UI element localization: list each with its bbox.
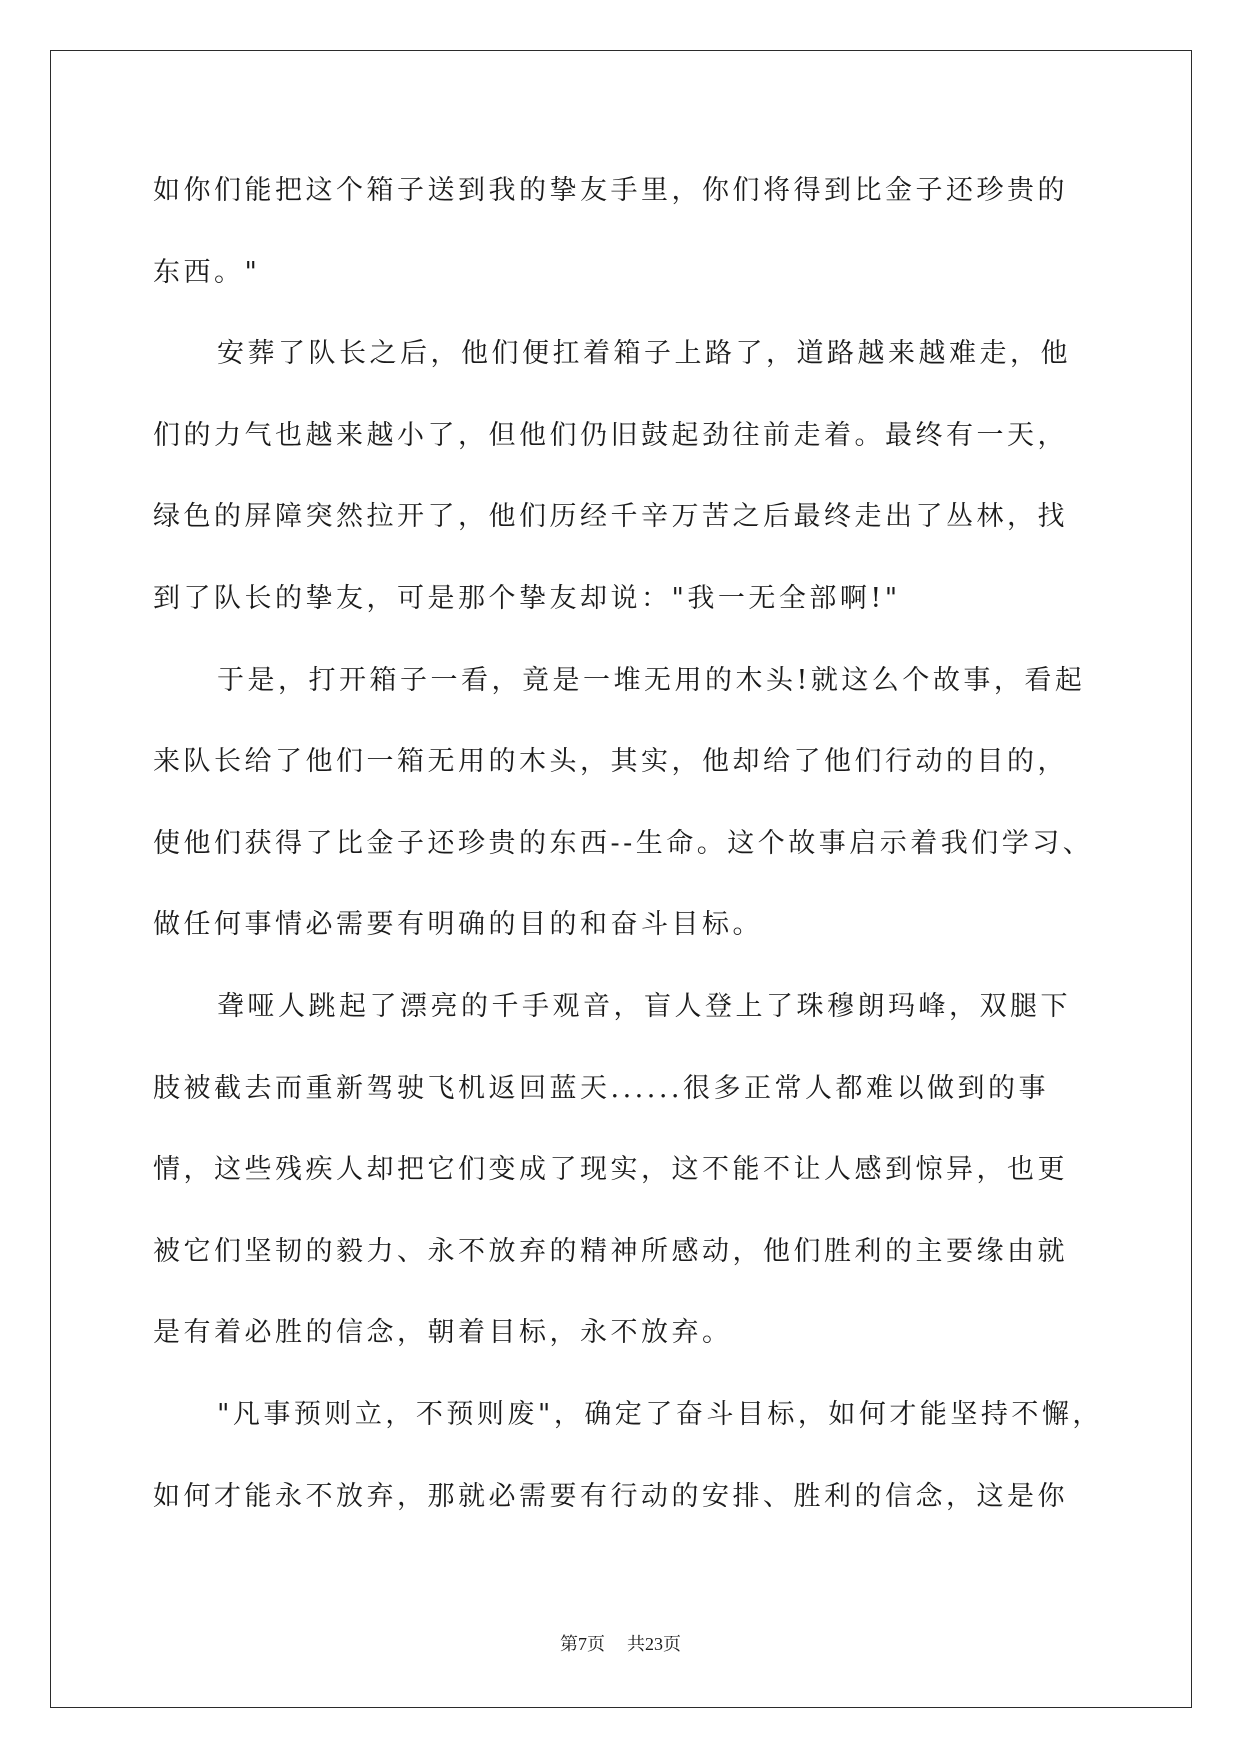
text-line: 肢被截去而重新驾驶飞机返回蓝天......很多正常人都难以做到的事 bbox=[153, 1072, 1049, 1104]
text-line: 来队长给了他们一箱无用的木头，其实，他却给了他们行动的目的， bbox=[153, 746, 1068, 778]
page-number: 第7页 bbox=[560, 1634, 605, 1654]
text-line: 如你们能把这个箱子送到我的挚友手里，你们将得到比金子还珍贵的 bbox=[153, 175, 1068, 206]
text-line: 安葬了队长之后，他们便扛着箱子上路了，道路越来越难走，他 bbox=[217, 338, 1071, 370]
page-total: 共23页 bbox=[627, 1634, 681, 1654]
text-line: 被它们坚韧的毅力、永不放弃的精神所感动，他们胜利的主要缘由就 bbox=[153, 1235, 1068, 1267]
text-line: 于是，打开箱子一看，竟是一堆无用的木头!就这么个故事，看起 bbox=[217, 664, 1086, 696]
text-line: 是有着必胜的信念，朝着目标，永不放弃。 bbox=[153, 1317, 733, 1349]
text-line: 情，这些残疾人却把它们变成了现实，这不能不让人感到惊异，也更 bbox=[153, 1154, 1068, 1186]
text-line: 聋哑人跳起了漂亮的千手观音，盲人登上了珠穆朗玛峰，双腿下 bbox=[217, 991, 1071, 1022]
text-line: 绿色的屏障突然拉开了，他们历经千辛万苦之后最终走出了丛林，找 bbox=[153, 501, 1068, 533]
text-line: "凡事预则立，不预则废"，确定了奋斗目标，如何才能坚持不懈， bbox=[217, 1399, 1103, 1430]
text-line: 们的力气也越来越小了，但他们仍旧鼓起劲往前走着。最终有一天， bbox=[153, 419, 1068, 451]
text-line: 东西。" bbox=[153, 256, 261, 288]
text-line: 做任何事情必需要有明确的目的和奋斗目标。 bbox=[153, 909, 763, 941]
page-frame bbox=[50, 50, 1192, 1708]
text-line: 如何才能永不放弃，那就必需要有行动的安排、胜利的信念，这是你 bbox=[153, 1480, 1068, 1512]
page-footer bbox=[0, 1632, 1241, 1656]
text-line: 到了队长的挚友，可是那个挚友却说："我一无全部啊!" bbox=[153, 583, 901, 614]
text-line: 使他们获得了比金子还珍贵的东西--生命。这个故事启示着我们学习、 bbox=[153, 827, 1094, 859]
